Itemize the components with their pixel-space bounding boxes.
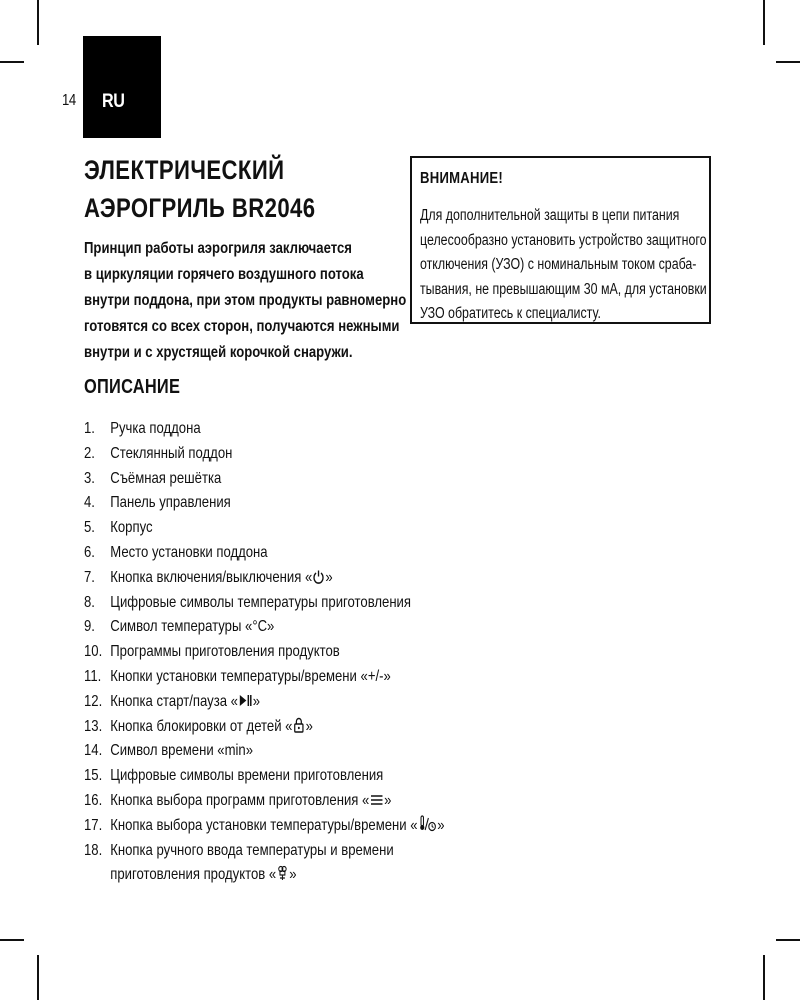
item-number: 2. <box>84 444 95 462</box>
item-text: Программы приготовления продуктов <box>110 643 340 661</box>
item-number: 13. <box>84 717 103 735</box>
item-number: 12. <box>84 692 103 710</box>
item-text <box>110 789 391 814</box>
item-text <box>110 814 444 839</box>
item-text: Символ времени «min» <box>110 742 254 760</box>
language-label: RU <box>102 91 125 112</box>
item-text <box>110 839 393 889</box>
product-title-line: АЭРОГРИЛЬ BR2046 <box>84 193 316 223</box>
crop-mark <box>0 61 24 63</box>
item-number: 6. <box>84 543 95 561</box>
item-text-part: » <box>305 717 313 735</box>
page-number: 14 <box>62 92 76 109</box>
warning-box <box>410 156 711 324</box>
item-text-part: Кнопка блокировки от детей « <box>110 717 293 735</box>
list-item <box>84 690 445 715</box>
list-item <box>84 715 445 740</box>
item-text: Цифровые символы температуры приготовления <box>110 593 412 611</box>
item-text <box>110 566 332 591</box>
item-text-part: » <box>289 866 297 884</box>
item-number: 18. <box>84 841 103 859</box>
crop-mark <box>763 955 765 1000</box>
crop-mark <box>763 0 765 45</box>
item-text-part: Кнопка старт/пауза « <box>110 692 238 710</box>
list-item <box>84 442 445 467</box>
item-text: Корпус <box>110 519 153 537</box>
power-icon <box>313 569 324 584</box>
item-number: 3. <box>84 469 95 487</box>
item-text-part: » <box>437 816 445 834</box>
list-item <box>84 615 445 640</box>
crop-mark <box>776 61 800 63</box>
item-text: Ручка поддона <box>110 420 201 437</box>
intro-line: в циркуляции горячего воздушного потока <box>84 266 364 283</box>
list-item <box>84 640 445 665</box>
item-text: Стеклянный поддон <box>110 444 233 462</box>
list-item <box>84 566 445 591</box>
item-text: Кнопки установки температуры/времени «+/-» <box>110 667 391 685</box>
warning-line: целесообразно установить устройство защитного <box>420 231 707 249</box>
item-text: Панель управления <box>110 494 231 512</box>
intro-line: Принцип работы аэрогриля заключается <box>84 240 352 257</box>
item-number: 15. <box>84 767 103 785</box>
intro-line: внутри поддона, при этом продукты равномерно <box>84 292 407 309</box>
list-item <box>84 789 445 814</box>
list-item <box>84 516 445 541</box>
manual-chef-icon <box>277 865 288 881</box>
item-text <box>110 690 260 715</box>
temp-time-icon <box>418 815 436 832</box>
item-number: 14. <box>84 742 103 760</box>
warning-line: Для дополнительной защиты в цепи питания <box>420 207 680 224</box>
item-number: 9. <box>84 618 95 636</box>
intro-line: внутри и с хрустящей корочкой снаружи. <box>84 344 353 361</box>
item-number: 10. <box>84 643 103 661</box>
item-number: 4. <box>84 494 95 512</box>
parts-list <box>84 417 445 888</box>
product-title <box>84 151 316 227</box>
list-item <box>84 541 445 566</box>
language-tab <box>83 36 161 138</box>
list-item <box>84 591 445 616</box>
item-text: Цифровые символы времени приготовления <box>110 767 384 785</box>
list-item <box>84 739 445 764</box>
item-number: 7. <box>84 568 95 586</box>
crop-mark <box>37 955 39 1000</box>
intro-paragraph <box>84 236 407 366</box>
item-text <box>110 715 313 740</box>
warning-line: отключения (УЗО) с номинальным током сраба- <box>420 256 697 273</box>
play-pause-icon <box>239 693 252 708</box>
item-text-line: Кнопка ручного ввода температуры и времени <box>110 841 394 859</box>
list-item <box>84 839 445 889</box>
crop-mark <box>37 0 39 45</box>
crop-mark <box>0 939 24 941</box>
item-text-part: приготовления продуктов « <box>110 866 277 884</box>
item-text: Символ температуры «°C» <box>110 618 275 636</box>
warning-line: тывания, не превышающим 30 мА, для установки <box>420 280 707 298</box>
item-text-part: Кнопка выбора установки температуры/времени « <box>110 816 418 834</box>
item-number: 5. <box>84 519 95 537</box>
intro-line: готовятся со всех сторон, получаются нежными <box>84 318 400 335</box>
menu-icon <box>370 793 383 807</box>
item-number: 17. <box>84 816 103 834</box>
crop-mark <box>776 939 800 941</box>
item-text-part: » <box>384 791 392 809</box>
list-item <box>84 764 445 789</box>
item-number: 16. <box>84 791 103 809</box>
warning-line: УЗО обратитесь к специалисту. <box>420 305 601 322</box>
warning-text <box>420 204 707 327</box>
item-text-part: Кнопка включения/выключения « <box>110 568 313 586</box>
list-item <box>84 467 445 492</box>
item-number: 11. <box>84 667 102 685</box>
item-text-part: » <box>252 692 261 710</box>
section-heading-description: ОПИСАНИЕ <box>84 376 181 398</box>
list-item <box>84 665 445 690</box>
item-text-line <box>110 863 393 888</box>
list-item <box>84 814 445 839</box>
item-text: Съёмная решётка <box>110 469 222 487</box>
lock-icon <box>293 717 304 733</box>
item-number: 8. <box>84 593 95 611</box>
list-item <box>84 417 445 442</box>
item-text: Место установки поддона <box>110 543 268 561</box>
warning-title: ВНИМАНИЕ! <box>420 170 504 187</box>
product-title-line: ЭЛЕКТРИЧЕСКИЙ <box>84 155 285 185</box>
item-text-part: Кнопка выбора программ приготовления « <box>110 791 370 809</box>
item-number: 1. <box>84 420 95 437</box>
list-item <box>84 491 445 516</box>
item-text-part: » <box>325 568 333 586</box>
